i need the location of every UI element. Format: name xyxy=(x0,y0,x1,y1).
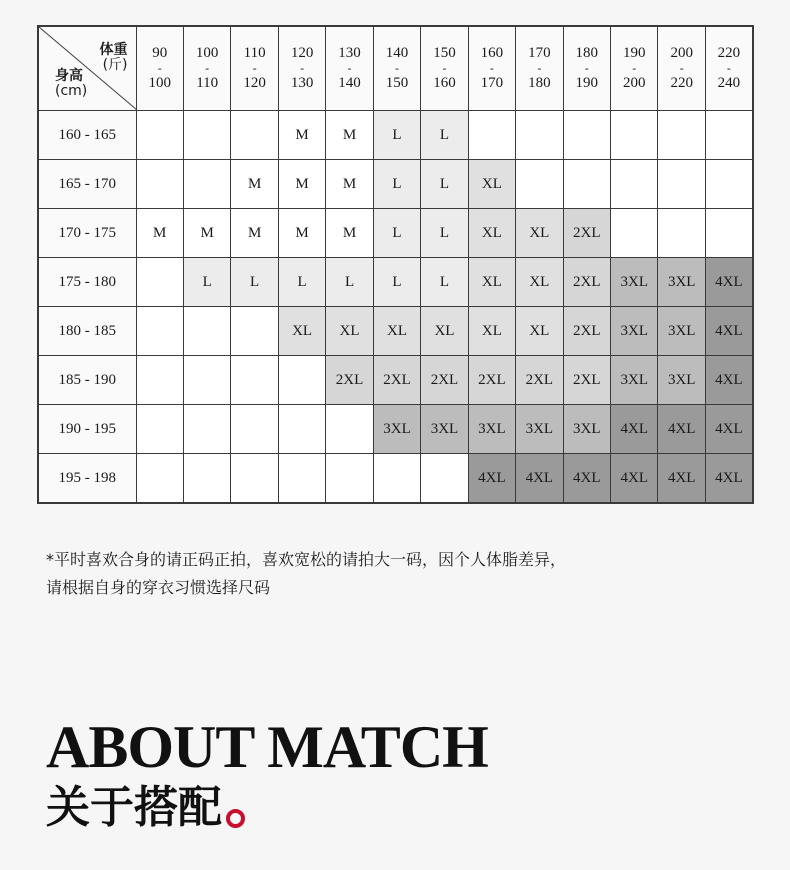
size-cell: 3XL xyxy=(373,405,420,454)
corner-header-cell xyxy=(38,26,136,111)
height-range-cell: 160 - 165 xyxy=(38,111,136,160)
size-cell: 2XL xyxy=(468,356,515,405)
size-cell xyxy=(468,111,515,160)
size-cell xyxy=(183,307,230,356)
table-row xyxy=(38,111,753,160)
size-cell: 2XL xyxy=(326,356,373,405)
size-cell xyxy=(136,307,183,356)
weight-column-header xyxy=(611,26,658,111)
weight-low: 160 xyxy=(480,45,504,61)
size-cell xyxy=(231,307,278,356)
size-cell: 2XL xyxy=(563,356,610,405)
size-cell: 4XL xyxy=(705,258,752,307)
weight-high: 190 xyxy=(575,75,599,91)
weight-column-header xyxy=(278,26,325,111)
size-cell xyxy=(136,356,183,405)
size-cell: M xyxy=(136,209,183,258)
size-cell: 4XL xyxy=(705,356,752,405)
height-range-cell: 165 - 170 xyxy=(38,160,136,209)
weight-label: 体重 xyxy=(99,42,128,58)
height-unit: (cm) xyxy=(55,83,88,99)
size-cell xyxy=(183,356,230,405)
size-cell: 3XL xyxy=(421,405,468,454)
size-cell: L xyxy=(421,111,468,160)
weight-low: 130 xyxy=(338,45,361,61)
size-cell xyxy=(136,111,183,160)
size-cell: 2XL xyxy=(421,356,468,405)
section-title-cn xyxy=(46,780,245,836)
size-table-body xyxy=(38,111,753,504)
size-cell: 3XL xyxy=(563,405,610,454)
weight-column-header xyxy=(326,26,373,111)
size-cell: XL xyxy=(468,307,515,356)
size-cell: M xyxy=(278,160,325,209)
size-cell xyxy=(516,160,563,209)
section-title-cn-text: 关于搭配 xyxy=(46,782,222,833)
size-cell xyxy=(705,111,752,160)
height-axis-label xyxy=(55,69,87,99)
size-cell: 4XL xyxy=(516,454,563,504)
size-cell: 4XL xyxy=(468,454,515,504)
size-cell xyxy=(516,111,563,160)
size-cell: 3XL xyxy=(468,405,515,454)
size-cell: L xyxy=(421,258,468,307)
size-cell xyxy=(705,160,752,209)
table-row xyxy=(38,307,753,356)
size-cell xyxy=(183,160,230,209)
weight-axis-label xyxy=(100,43,128,73)
size-cell: 4XL xyxy=(705,307,752,356)
weight-low: 150 xyxy=(433,45,456,61)
size-note-line-1: *平时喜欢合身的请正码正拍，喜欢宽松的请拍大一码，因个人体脂差异， xyxy=(46,550,567,569)
size-cell: M xyxy=(326,209,373,258)
size-cell xyxy=(136,454,183,504)
weight-high: 180 xyxy=(528,75,551,91)
size-cell xyxy=(563,111,610,160)
weight-low: 190 xyxy=(623,45,646,61)
size-cell: L xyxy=(373,111,420,160)
size-cell: 3XL xyxy=(658,307,705,356)
table-row xyxy=(38,160,753,209)
weight-high: 150 xyxy=(385,75,409,91)
size-cell: XL xyxy=(421,307,468,356)
size-cell xyxy=(611,209,658,258)
weight-high: 130 xyxy=(290,75,314,91)
weight-column-header xyxy=(705,26,752,111)
height-label: 身高 xyxy=(55,68,83,84)
size-cell: XL xyxy=(468,258,515,307)
size-cell: XL xyxy=(516,307,563,356)
weight-column-header xyxy=(373,26,420,111)
size-cell: L xyxy=(278,258,325,307)
weight-low: 140 xyxy=(385,45,409,61)
weight-high: 240 xyxy=(717,75,741,91)
size-cell xyxy=(136,258,183,307)
size-cell xyxy=(136,405,183,454)
size-cell xyxy=(658,209,705,258)
weight-low: 120 xyxy=(290,45,314,61)
range-dash: - xyxy=(537,61,542,75)
weight-low: 100 xyxy=(195,45,219,61)
range-dash: - xyxy=(489,61,494,75)
weight-low: 110 xyxy=(243,45,266,61)
size-cell xyxy=(183,111,230,160)
size-cell: 4XL xyxy=(705,454,752,504)
weight-high: 170 xyxy=(480,75,504,91)
range-dash: - xyxy=(300,61,305,75)
table-row xyxy=(38,356,753,405)
range-dash: - xyxy=(157,61,162,75)
size-cell: L xyxy=(373,258,420,307)
size-cell: L xyxy=(373,160,420,209)
size-cell: XL xyxy=(468,209,515,258)
height-range-cell: 170 - 175 xyxy=(38,209,136,258)
size-cell: M xyxy=(326,160,373,209)
size-cell xyxy=(611,160,658,209)
weight-column-header xyxy=(231,26,278,111)
size-cell: 3XL xyxy=(611,307,658,356)
size-cell xyxy=(231,356,278,405)
table-row xyxy=(38,405,753,454)
size-cell: 3XL xyxy=(516,405,563,454)
weight-low: 200 xyxy=(670,45,693,61)
weight-column-header xyxy=(183,26,230,111)
weight-column-header xyxy=(516,26,563,111)
height-range-cell: 190 - 195 xyxy=(38,405,136,454)
size-cell xyxy=(326,405,373,454)
size-cell: 4XL xyxy=(658,405,705,454)
weight-column-header xyxy=(468,26,515,111)
size-cell xyxy=(326,454,373,504)
size-cell: 4XL xyxy=(611,405,658,454)
range-dash: - xyxy=(347,61,352,75)
weight-header-row xyxy=(38,26,753,111)
size-cell xyxy=(183,454,230,504)
size-cell: XL xyxy=(516,258,563,307)
range-dash: - xyxy=(394,61,399,75)
size-cell: 3XL xyxy=(611,356,658,405)
size-cell xyxy=(231,405,278,454)
size-cell xyxy=(658,160,705,209)
weight-high: 140 xyxy=(338,75,361,91)
size-cell: 2XL xyxy=(563,307,610,356)
size-cell: 3XL xyxy=(658,356,705,405)
range-dash: - xyxy=(584,61,589,75)
weight-high: 120 xyxy=(243,75,266,91)
height-range-cell: 195 - 198 xyxy=(38,454,136,504)
size-cell: 4XL xyxy=(563,454,610,504)
size-cell: L xyxy=(326,258,373,307)
size-cell: 2XL xyxy=(516,356,563,405)
weight-unit: (斤) xyxy=(102,57,128,73)
size-cell xyxy=(563,160,610,209)
size-cell: 3XL xyxy=(658,258,705,307)
weight-column-header xyxy=(421,26,468,111)
size-cell xyxy=(231,111,278,160)
size-cell xyxy=(136,160,183,209)
weight-column-header xyxy=(658,26,705,111)
size-cell: XL xyxy=(516,209,563,258)
size-note-line-2: 请根据自身的穿衣习惯选择尺码 xyxy=(46,578,271,597)
size-cell xyxy=(183,405,230,454)
weight-high: 200 xyxy=(623,75,646,91)
size-cell: M xyxy=(278,209,325,258)
size-cell: L xyxy=(231,258,278,307)
size-cell: 2XL xyxy=(563,258,610,307)
size-cell xyxy=(421,454,468,504)
size-cell: XL xyxy=(373,307,420,356)
weight-high: 220 xyxy=(670,75,693,91)
size-cell: M xyxy=(231,160,278,209)
height-range-cell: 180 - 185 xyxy=(38,307,136,356)
size-cell xyxy=(658,111,705,160)
weight-column-header xyxy=(563,26,610,111)
range-dash: - xyxy=(252,61,257,75)
size-cell: M xyxy=(231,209,278,258)
table-row xyxy=(38,454,753,504)
size-cell: 4XL xyxy=(705,405,752,454)
weight-column-header xyxy=(136,26,183,111)
size-cell xyxy=(705,209,752,258)
size-cell: L xyxy=(373,209,420,258)
range-dash: - xyxy=(632,61,637,75)
size-cell: 3XL xyxy=(611,258,658,307)
section-title-en: ABOUT MATCH xyxy=(46,714,488,780)
range-dash: - xyxy=(679,61,684,75)
size-cell: M xyxy=(183,209,230,258)
weight-high: 100 xyxy=(148,75,171,91)
table-row xyxy=(38,209,753,258)
size-cell xyxy=(278,454,325,504)
weight-low: 90 xyxy=(152,45,168,61)
size-cell: 2XL xyxy=(563,209,610,258)
size-cell xyxy=(231,454,278,504)
range-dash: - xyxy=(442,61,447,75)
height-range-cell: 185 - 190 xyxy=(38,356,136,405)
size-cell: 4XL xyxy=(611,454,658,504)
size-cell: L xyxy=(421,209,468,258)
size-cell: 4XL xyxy=(658,454,705,504)
range-dash: - xyxy=(205,61,210,75)
weight-low: 170 xyxy=(528,45,551,61)
size-cell xyxy=(373,454,420,504)
height-range-cell: 175 - 180 xyxy=(38,258,136,307)
range-dash: - xyxy=(726,61,731,75)
size-note xyxy=(46,546,766,602)
weight-low: 180 xyxy=(575,45,599,61)
size-cell: XL xyxy=(326,307,373,356)
size-cell: M xyxy=(326,111,373,160)
size-cell: XL xyxy=(468,160,515,209)
size-chart-table xyxy=(37,25,754,504)
size-cell xyxy=(278,405,325,454)
size-cell xyxy=(278,356,325,405)
size-cell: 2XL xyxy=(373,356,420,405)
size-cell: M xyxy=(278,111,325,160)
weight-low: 220 xyxy=(717,45,741,61)
table-row xyxy=(38,258,753,307)
red-circle-icon xyxy=(226,809,245,828)
size-cell xyxy=(611,111,658,160)
size-cell: L xyxy=(421,160,468,209)
weight-high: 160 xyxy=(433,75,456,91)
size-cell: L xyxy=(183,258,230,307)
size-cell: XL xyxy=(278,307,325,356)
weight-high: 110 xyxy=(196,75,219,91)
